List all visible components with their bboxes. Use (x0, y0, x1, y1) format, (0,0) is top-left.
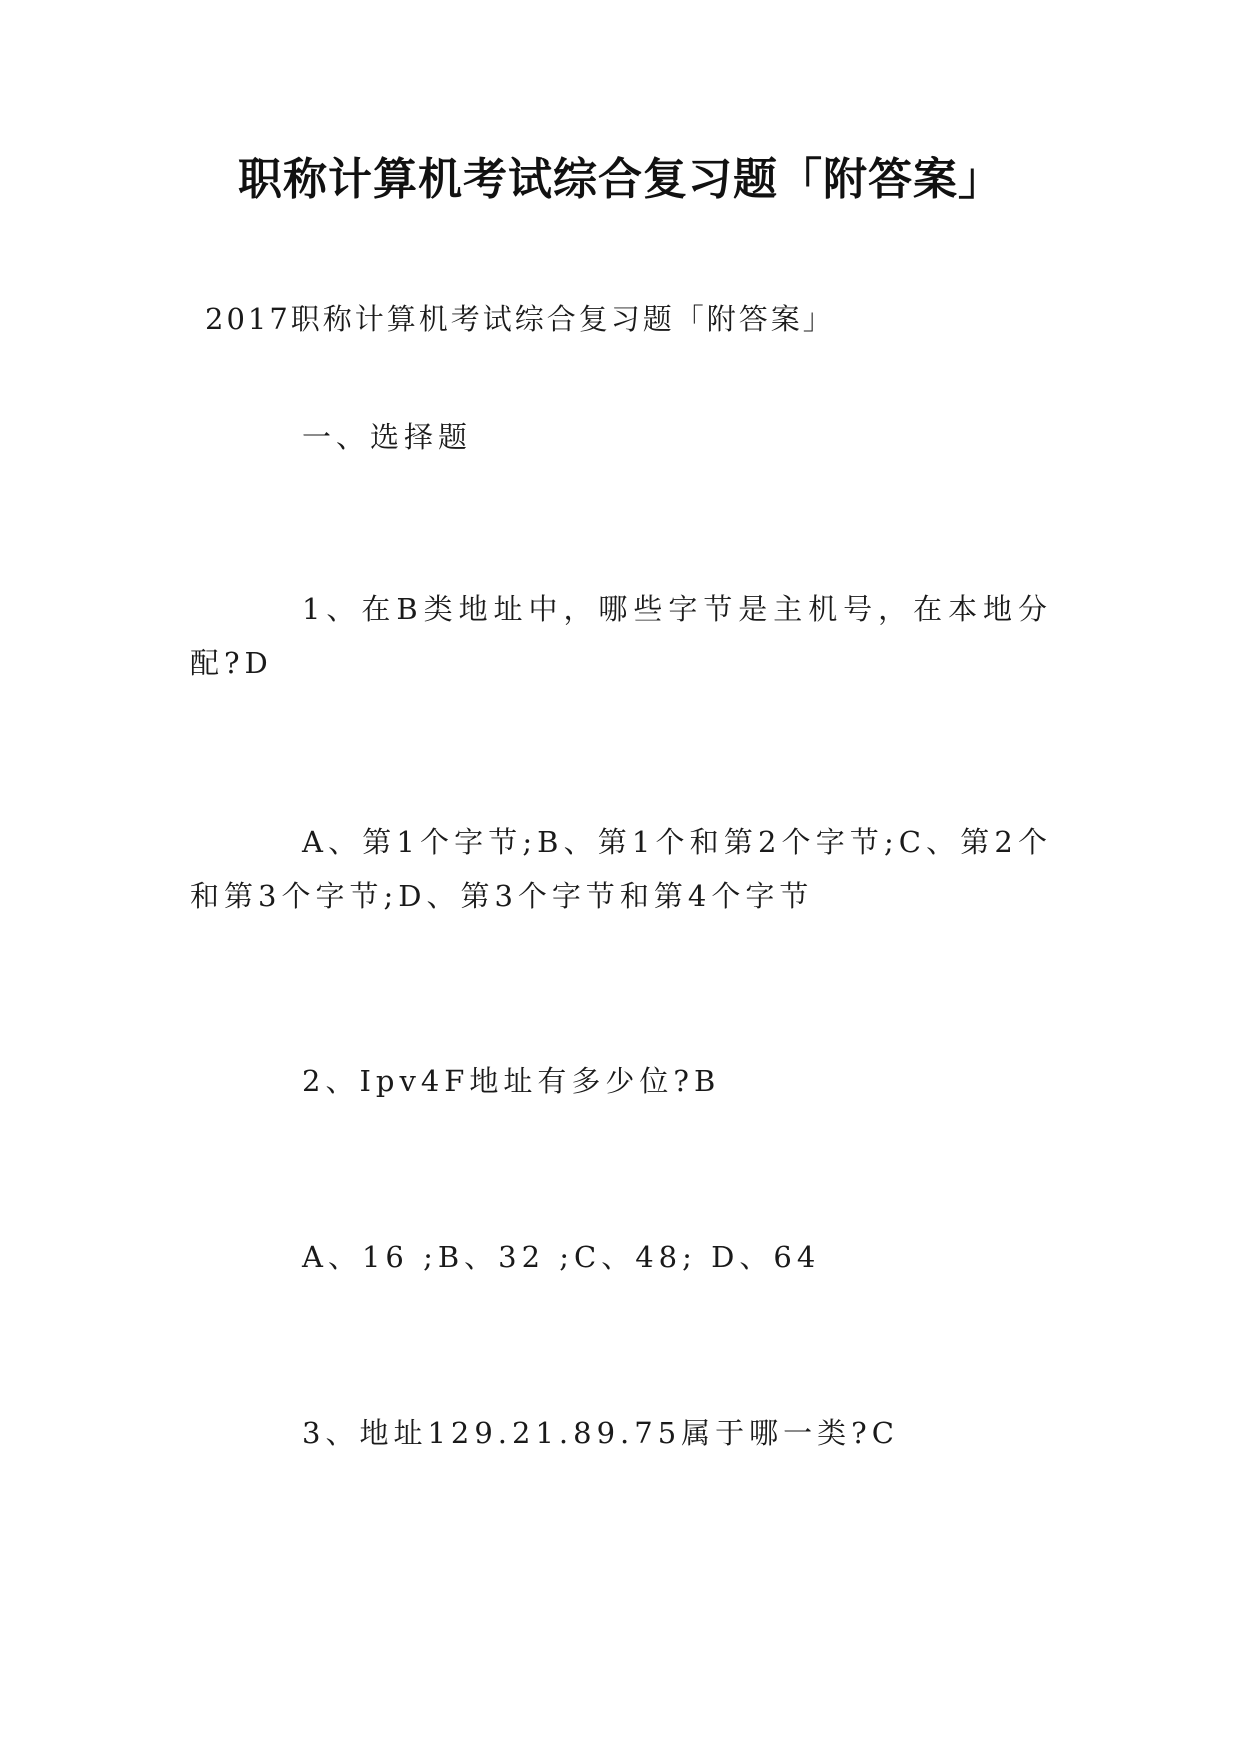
question-2: 2、Ipv4F地址有多少位?B (302, 1064, 721, 1098)
document-title: 职称计算机考试综合复习题「附答案」 (238, 154, 1003, 205)
question-3: 3、地址129.21.89.75属于哪一类?C (302, 1416, 899, 1450)
question-2-options: A、16 ;B、32 ;C、48; D、64 (302, 1240, 821, 1274)
question-1-options: A、第1个字节;B、第1个和第2个字节;C、第2个和第3个字节;D、第3个字节和第4个字节 (190, 825, 1052, 913)
document-subtitle: 2017职称计算机考试综合复习题「附答案」 (205, 302, 835, 336)
section-heading: 一、选择题 (302, 420, 473, 454)
question-1: 1、在B类地址中，哪些字节是主机号，在本地分配?D (190, 592, 1052, 680)
